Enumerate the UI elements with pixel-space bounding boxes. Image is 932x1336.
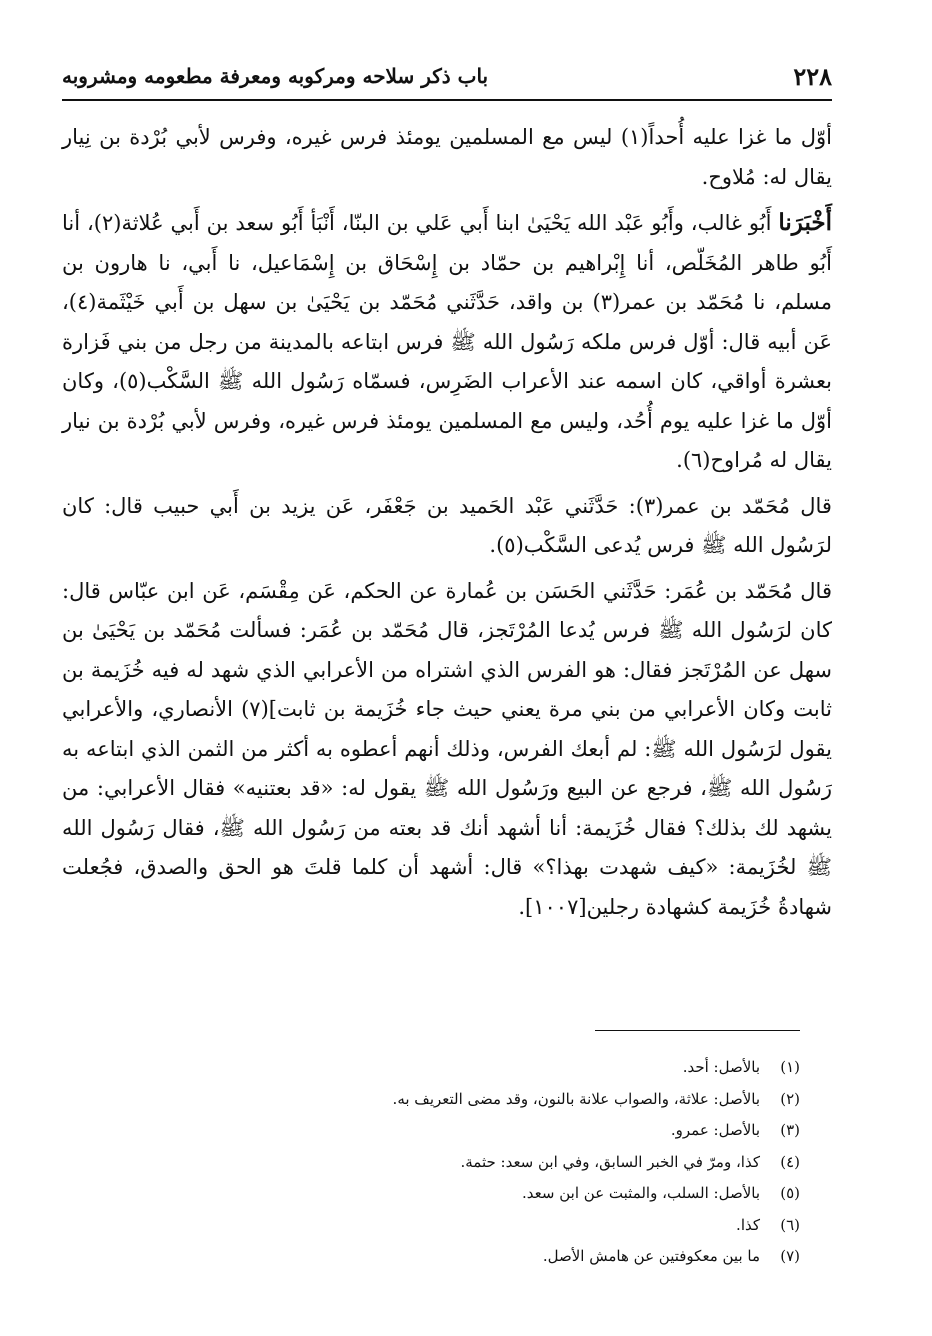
page-number: ٢٢٨ [793, 62, 832, 91]
footnote-text: ما بين معكوفتين عن هامش الأصل. [542, 1247, 760, 1265]
footnote-text: كذا. [736, 1215, 760, 1234]
paragraph [62, 203, 832, 481]
footnote-number: (٦) [780, 1215, 800, 1234]
footnote-number: (٢) [780, 1089, 800, 1108]
footnotes [62, 1052, 800, 1273]
isnad-lead-word: أَخْبَرَنا [778, 209, 832, 236]
footnote-text: بالأصل: علاثة، والصواب علانة بالنون، وقد مضى التعريف به. [392, 1089, 760, 1108]
running-title: باب ذكر سلاحه ومركوبه ومعرفة مطعومه ومشروبه [62, 64, 489, 88]
footnote [62, 1178, 800, 1210]
footnote-number: (١) [780, 1058, 800, 1076]
paragraph: أوّل ما غزا عليه أُحداً(١) ليس مع المسلمين يومئذ فرس غيره، وفرس لأبي بُرْدة بن نِيار يقال له: مُلاوح. [62, 125, 832, 189]
footnote-text: بالأصل: السلب، والمثبت عن ابن سعد. [522, 1184, 760, 1202]
page-header [62, 58, 832, 98]
footnote [62, 1052, 800, 1084]
footnote [62, 1241, 800, 1273]
footnote [62, 1084, 800, 1116]
footnote-number: (٧) [780, 1247, 800, 1265]
footnote-number: (٣) [780, 1121, 800, 1139]
footnote-number: (٤) [780, 1152, 800, 1171]
footnote [62, 1147, 800, 1179]
paragraph-text: أَبُو غالب، وأَبُو عَبْد الله يَحْيَىٰ ابنا أَبي عَلي بن البنّا، أَنْبَأ أَبُو سعد بن أَبي عُلاثة(٢)، أنا أَبُو طاهر المُخَلّص، أنا إِبْراهيم بن حمّاد بن إِسْحَاق بن إِسْمَاعيل، نا أَبي، نا هارون بن مسلم، نا مُحَمّد بن عمر(٣) بن واقد، حَدَّثَني مُحَمّد بن يَحْيَىٰ بن سهل بن أَبي خَيْثَمة(٤)، عَن أبيه قال: أوّل فرس ملكه رَسُول الله ﷺ فرس ابتاعه بالمدينة من رجل من بني فَزارة بعشرة أواقي، كان اسمه عند الأعراب الضَرِس، فسمّاه رَسُول الله ﷺ السَّكْب(٥)، وكان أوّل ما غزا عليه يوم أُحُد، وليس مع المسلمين يومئذ فرس غيره، وفرس لأبي بُرْدة بن نيار يقال له مُراوح(٦). [62, 211, 832, 472]
footnote-text: كذا، ومرّ في الخبر السابق، وفي ابن سعد: حثمة. [460, 1152, 760, 1171]
footnote-text: بالأصل: أحد. [682, 1058, 760, 1076]
footnote [62, 1115, 800, 1147]
header-rule [62, 99, 832, 101]
paragraph: قال مُحَمّد بن عُمَر: حَدَّثَني الحَسَن بن عُمارة عن الحكم، عَن مِقْسَم، عَن ابن عبّاس قال: كان لرَسُول الله ﷺ فرس يُدعا المُرْتَجز، قال مُحَمّد بن عُمَر: فسألت مُحَمّد بن يَحْيَىٰ بن سهل عن المُرْتَجز فقال: هو الفرس الذي اشتراه من الأعرابي الذي شهد له فيه خُزَيمة بن ثابت وكان الأعرابي من بني مرة يعني حيث جاء خُزَيمة بن ثابت](٧) الأنصاري، والأعرابي يقول لرَسُول الله ﷺ: لم أبعك الفرس، وذلك أنهم أعطوه به أكثر من الثمن الذي ابتاعه به رَسُول الله ﷺ، فرجع عن البيع ورَسُول الله ﷺ يقول له: «قد بعتنيه» فقال الأعرابي: من يشهد لك بذلك؟ فقال خُزَيمة: أنا أشهد أنك قد بعته من رَسُول الله ﷺ، فقال رَسُول الله ﷺ لخُزَيمة: «كيف شهدت بهذا؟» قال: أشهد أن كلما قلتَ هو الحق والصدق، فجُعلت شهادةُ خُزَيمة كشهادة رجلين[١٠٠٧]. [62, 578, 832, 919]
paragraph: قال مُحَمّد بن عمر(٣): حَدَّثَني عَبْد الحَميد بن جَعْفَر، عَن يزيد بن أَبي حبيب قال: كان لرَسُول الله ﷺ فرس يُدعى السَّكْب(٥). [62, 493, 832, 557]
footnote-rule [595, 1030, 800, 1031]
footnote-number: (٥) [780, 1184, 800, 1202]
footnote [62, 1210, 800, 1242]
main-text [62, 118, 832, 933]
footnote-text: بالأصل: عمرو. [670, 1121, 760, 1139]
